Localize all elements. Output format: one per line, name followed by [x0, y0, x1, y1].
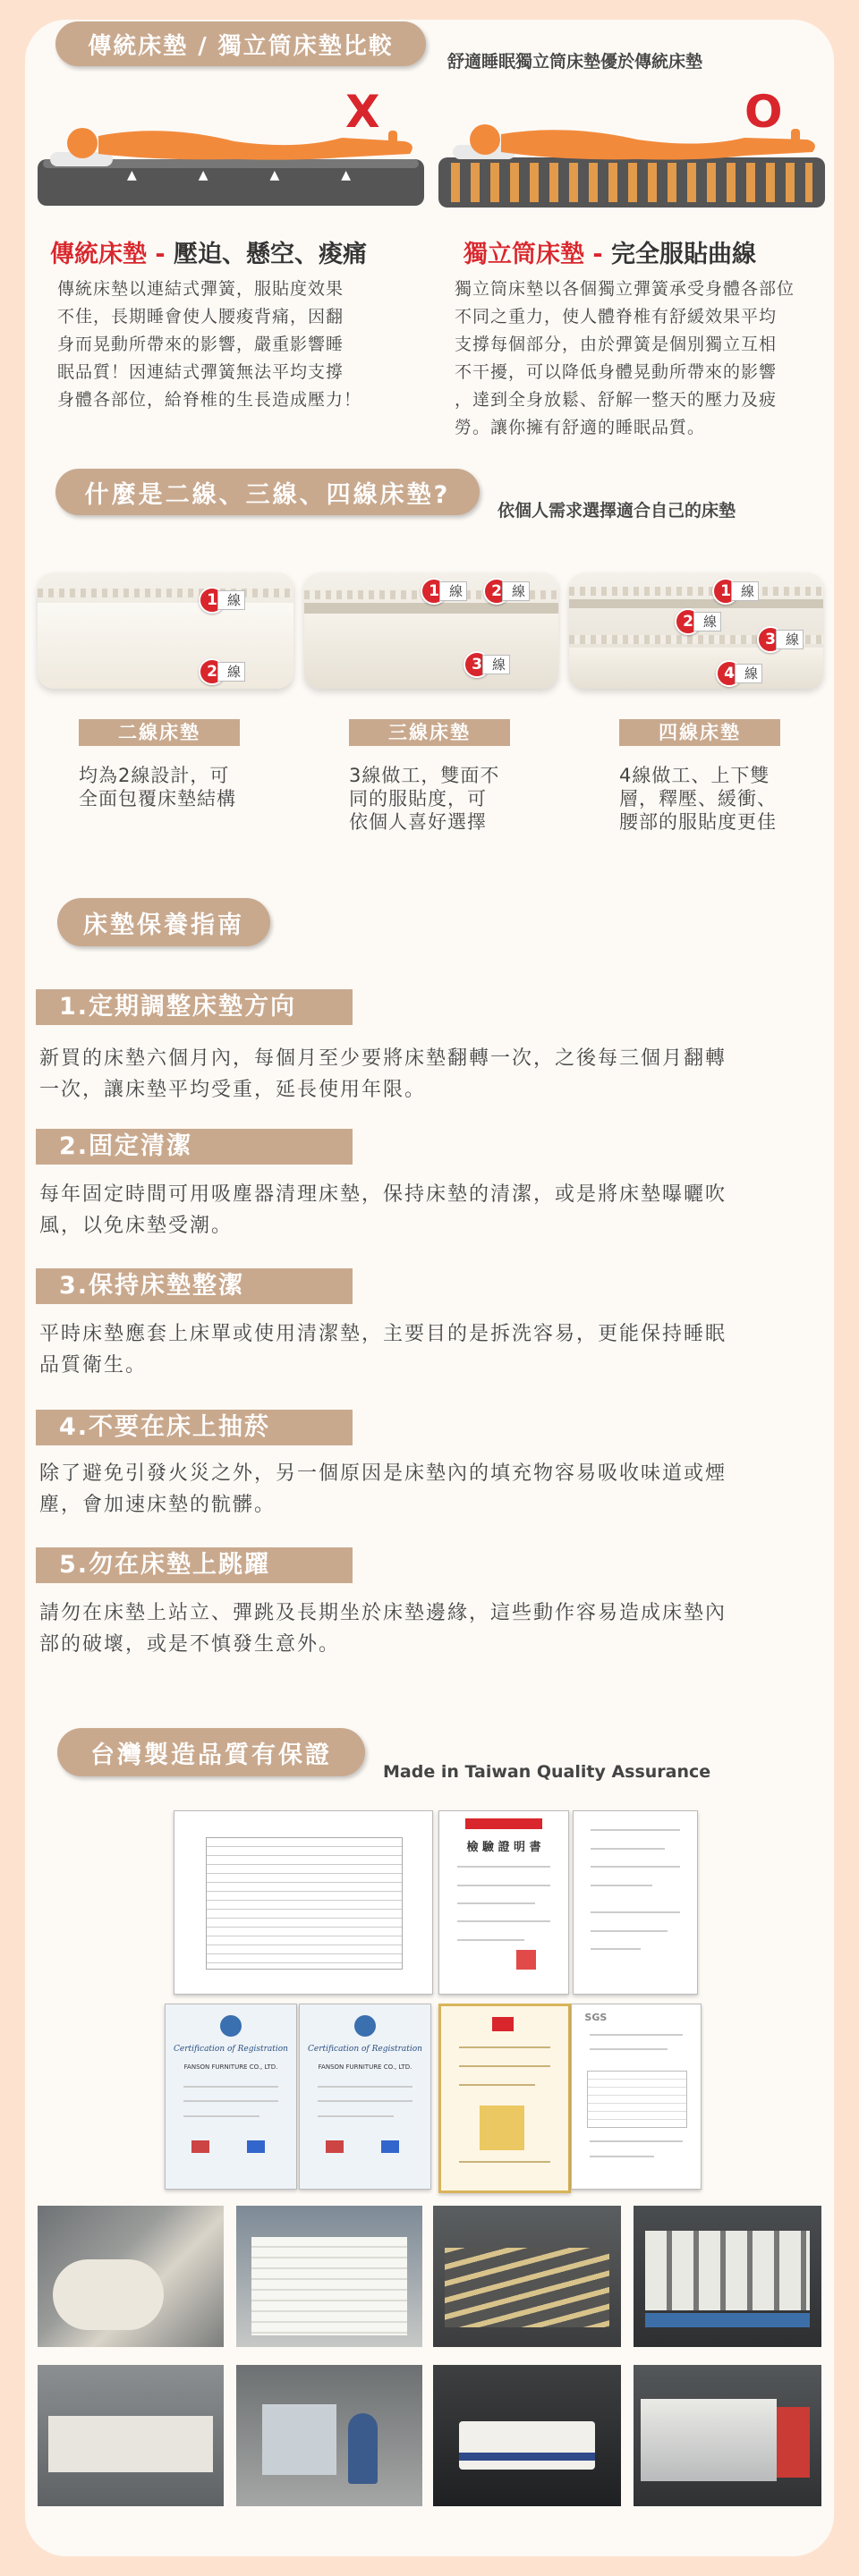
text-line: 身而晃動所帶來的影響，嚴重影響睡: [57, 335, 344, 354]
text-placeholder: [318, 2115, 394, 2117]
seal-stamp: [480, 2106, 524, 2150]
certificate-image: [573, 1810, 698, 1995]
text-placeholder: [457, 1939, 524, 1941]
badge-number: 3: [464, 651, 490, 678]
badge-word: 線: [439, 581, 467, 601]
certificate-image: [438, 2004, 571, 2193]
machine-accent: [777, 2407, 811, 2478]
mattress-quilting: [38, 589, 293, 597]
three-line-description: [349, 764, 546, 834]
text-placeholder: [459, 2046, 550, 2048]
certificate-company: FANSON FURNITURE CO., LTD.: [183, 2063, 278, 2071]
text-placeholder: [183, 2115, 259, 2117]
badge-word: 線: [482, 655, 510, 674]
text-placeholder: [457, 1920, 550, 1922]
mattress-side: [569, 648, 823, 689]
badge-word: 線: [217, 662, 245, 682]
text-line: 身體各部位，給脊椎的生長造成壓力！: [57, 390, 362, 410]
badge-word: 線: [731, 581, 759, 601]
four-line-badge-3: [757, 626, 804, 653]
spring-rows: [445, 2248, 610, 2326]
traditional-name: 傳統床墊: [50, 241, 147, 268]
certificate-title: Certification of Registration: [174, 2045, 288, 2055]
text-placeholder: [590, 2048, 667, 2050]
mattress-side: [38, 603, 293, 689]
tip-1-body: [39, 1043, 820, 1106]
text-placeholder: [591, 1948, 640, 1950]
text-line: 部的破壞，或是不慎發生意外。: [39, 1633, 341, 1656]
certificate-company: FANSON FURNITURE CO., LTD.: [318, 2063, 412, 2071]
factory-photo: [634, 2206, 821, 2347]
text-placeholder: [457, 1902, 534, 1904]
text-placeholder: [591, 1930, 668, 1932]
badge-number: 1: [199, 587, 225, 614]
text-placeholder: [318, 2086, 412, 2088]
quilting-machine: [641, 2399, 776, 2481]
certificate-image: [165, 2004, 297, 2190]
worker: [348, 2413, 378, 2484]
two-line-badge-1: [199, 587, 245, 614]
care-title: 床墊保養指南: [57, 898, 270, 946]
embroidery-machine: [645, 2231, 811, 2309]
four-line-description: [619, 764, 825, 834]
tip-4-body: [39, 1458, 820, 1521]
pocket-dash: -: [584, 241, 612, 268]
sewing-station: [262, 2404, 336, 2475]
traditional-description: [57, 275, 433, 414]
text-placeholder: [457, 1866, 550, 1868]
fabric-roll: [53, 2259, 165, 2330]
three-line-badge-2: [483, 578, 530, 605]
seal-stamp: [516, 1950, 536, 1970]
pocket-description: [455, 275, 812, 442]
traditional-headline-text: 壓迫、懸空、痠痛: [174, 241, 368, 268]
text-line: 同的服貼度，可: [349, 788, 487, 809]
pocket-headline: [464, 234, 756, 269]
certificate-title: 檢 驗 證 明 書: [466, 1840, 541, 1854]
text-placeholder: [459, 2065, 550, 2067]
certificate-image: [571, 2004, 702, 2190]
badge-number: 2: [483, 578, 510, 605]
text-line: 4線做工、上下雙: [619, 765, 770, 786]
factory-photo: [433, 2206, 621, 2347]
badge-number: 1: [421, 578, 447, 605]
text-line: 請勿在床墊上站立、彈跳及長期坐於床墊邊緣，這些動作容易造成床墊內: [39, 1602, 727, 1624]
badge-word: 線: [502, 581, 530, 601]
mattress-band: [459, 2453, 594, 2461]
compare-caption: 舒適睡眠獨立筒床墊優於傳統床墊: [447, 52, 703, 72]
badge-number: 2: [675, 608, 702, 635]
text-placeholder: [459, 2161, 550, 2163]
text-line: 獨立筒床墊以各個獨立彈簧承受身體各部位: [455, 279, 795, 299]
text-line: 不同之重力，使人體脊椎有舒緩效果平均: [455, 307, 778, 326]
text-line: 除了避免引發火災之外，另一個原因是床墊內的填充物容易吸收味道或煙: [39, 1462, 727, 1485]
fabric-sheet: [48, 2416, 212, 2472]
pocket-headline-text: 完全服貼曲線: [611, 241, 757, 268]
certificate-image: [174, 1810, 433, 1995]
text-line: 不干擾，可以降低身體晃動所帶來的影響: [455, 362, 778, 382]
text-line: 勞。讓你擁有舒適的睡眠品質。: [455, 418, 706, 437]
tip-2-body: [39, 1179, 820, 1241]
tip-2-title: 2.固定清潔: [36, 1129, 353, 1165]
machine-base: [645, 2313, 811, 2327]
tip-5-body: [39, 1597, 820, 1660]
text-placeholder: [591, 1911, 679, 1913]
certificate-image: [299, 2004, 431, 2190]
text-placeholder: [591, 1829, 679, 1831]
text-line: 不佳，長期睡會使人腰痠背痛，因翻: [57, 307, 344, 326]
pocket-name: 獨立筒床墊: [464, 241, 584, 268]
two-line-description: [79, 764, 276, 810]
factory-photo: [236, 2206, 422, 2347]
tip-5-title: 5.勿在床墊上跳躍: [36, 1547, 353, 1583]
text-placeholder: [590, 2034, 683, 2036]
badge-word: 線: [217, 590, 245, 610]
factory-photo: [433, 2365, 621, 2506]
four-line-badge-2: [675, 608, 721, 635]
text-placeholder: [591, 1848, 665, 1850]
tip-3-title: 3.保持床墊整潔: [36, 1268, 353, 1304]
good-mark: O: [744, 86, 783, 138]
certificate-header: [465, 1818, 542, 1829]
two-line-badge-2: [199, 658, 245, 685]
text-line: 腰部的服貼度更佳: [619, 811, 777, 833]
text-line: 依個人喜好選擇: [349, 811, 487, 833]
text-line: 塵，會加速床墊的骯髒。: [39, 1494, 276, 1516]
factory-photo: [634, 2365, 821, 2506]
two-line-mattress-image: [38, 572, 293, 689]
pocket-springs: [451, 163, 812, 202]
foam-stack: [251, 2237, 408, 2336]
badge-number: 1: [712, 578, 739, 605]
text-line: 風，以免床墊受潮。: [39, 1215, 234, 1237]
text-line: 品質衛生。: [39, 1354, 148, 1377]
mattress-product: [459, 2421, 594, 2470]
quality-caption: Made in Taiwan Quality Assurance: [383, 1762, 711, 1782]
lines-title: 什麼是二線、三線、四線床墊?: [55, 469, 480, 515]
badge-number: 4: [716, 660, 743, 687]
certificate-logo: [354, 2015, 376, 2037]
gap-arrows: ▲ ▲ ▲ ▲: [127, 168, 351, 182]
badge-word: 線: [735, 664, 762, 683]
text-line: 平時床墊應套上床單或使用清潔墊，主要目的是拆洗容易，更能保持睡眠: [39, 1323, 727, 1345]
text-line: 一次，讓床墊平均受重，延長使用年限。: [39, 1079, 427, 1101]
certificate-mark: [326, 2140, 344, 2153]
text-line: 眠品質！因連結式彈簧無法平均支撐: [57, 362, 344, 382]
certificate-logo: [220, 2015, 242, 2037]
mattress-quilting: [569, 587, 823, 596]
badge-word: 線: [776, 630, 804, 649]
three-line-badge-3: [464, 651, 510, 678]
tip-3-body: [39, 1318, 820, 1381]
text-line: 均為2線設計，可: [79, 765, 230, 786]
badge-number: 3: [757, 626, 784, 653]
test-results-table: [587, 2071, 686, 2128]
text-placeholder: [459, 2084, 535, 2086]
text-line: 傳統床墊以連結式彈簧，服貼度效果: [57, 279, 344, 299]
text-placeholder: [183, 2086, 277, 2088]
badge-word: 線: [693, 612, 721, 631]
text-placeholder: [183, 2100, 277, 2102]
factory-photo: [38, 2206, 224, 2347]
text-line: 層，釋壓、緩衝、: [619, 788, 777, 809]
text-line: ，達到全身放鬆、舒解一整天的壓力及疲: [455, 390, 778, 410]
three-line-label: 三線床墊: [349, 719, 510, 746]
certificate-image: [438, 1810, 569, 1995]
text-placeholder: [591, 1866, 679, 1868]
tip-1-title: 1.定期調整床墊方向: [36, 989, 353, 1025]
mattress-layer: [569, 599, 823, 608]
certificate-mark: [191, 2140, 209, 2153]
quality-title: 台灣製造品質有保證: [57, 1728, 365, 1776]
text-line: 每年固定時間可用吸塵器清理床墊，保持床墊的清潔，或是將床墊曝曬吹: [39, 1183, 727, 1206]
badge-number: 2: [199, 658, 225, 685]
text-placeholder: [591, 1885, 652, 1886]
traditional-headline: [50, 234, 367, 269]
text-line: 全面包覆床墊結構: [79, 788, 236, 809]
text-line: 支撐每個部分，由於彈簧是個別獨立互相: [455, 335, 778, 354]
bad-mark: X: [345, 86, 380, 138]
two-line-label: 二線床墊: [79, 719, 240, 746]
certificate-mark: [247, 2140, 265, 2153]
text-placeholder: [590, 2156, 654, 2157]
certificate-table: [206, 1837, 404, 1970]
four-line-label: 四線床墊: [619, 719, 780, 746]
text-placeholder: [457, 1885, 550, 1886]
certificate-title: Certification of Registration: [308, 2045, 422, 2055]
text-line: 新買的床墊六個月內，每個月至少要將床墊翻轉一次，之後每三個月翻轉: [39, 1047, 727, 1070]
sgs-logo: SGS: [584, 2012, 608, 2024]
three-line-badge-1: [421, 578, 467, 605]
flag-icon: [492, 2017, 514, 2031]
compare-title: 傳統床墊 / 獨立筒床墊比較: [55, 21, 426, 66]
tip-4-title: 4.不要在床上抽菸: [36, 1410, 353, 1445]
four-line-badge-1: [712, 578, 759, 605]
mattress-side: [304, 614, 558, 689]
factory-photo: [236, 2365, 422, 2506]
text-placeholder: [318, 2100, 412, 2102]
lines-caption: 依個人需求選擇適合自己的床墊: [498, 501, 736, 521]
traditional-dash: -: [147, 241, 174, 268]
text-placeholder: [590, 2140, 683, 2142]
text-line: 3線做工，雙面不: [349, 765, 500, 786]
factory-photo: [38, 2365, 224, 2506]
certificate-mark: [381, 2140, 399, 2153]
four-line-badge-4: [716, 660, 762, 687]
